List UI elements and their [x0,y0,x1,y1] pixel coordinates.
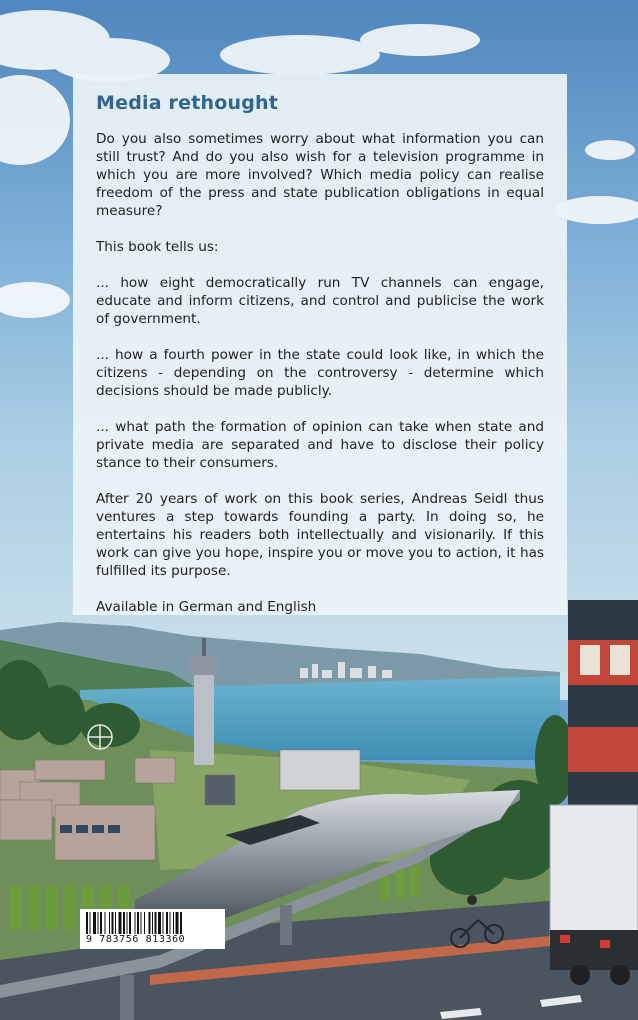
barcode-bar [141,912,142,934]
barcode-bar [173,912,174,934]
barcode-bar [180,912,182,934]
barcode-bar [166,912,168,934]
barcode-bar [100,912,102,934]
barcode-bar [86,912,88,934]
barcode-bar [93,912,96,934]
barcode-bar [137,912,139,934]
barcode-bar [90,912,91,934]
barcode-bar [163,912,164,934]
barcode-bar [119,912,122,934]
isbn-barcode [80,909,225,949]
point-paragraph: ... what path the formation of opinion can take when state and private media are separated and have to disclose their policy stance to their consumers. [96,419,544,471]
truck [550,805,638,985]
point-paragraph: ... how eight democratically run TV channels can engage, educate and inform citizens, and control and publicise the work of government. [96,275,544,327]
book-title: Media rethought [96,92,278,114]
back-cover-text-panel [73,74,567,615]
barcode-bar [152,912,153,934]
author-paragraph: After 20 years of work on this book series, Andreas Seidl thus ventures a step towards founding a party. In doing so, he entertains his readers both intellectually and visionarily. If this work can give you hope, inspire you or move you to action, it has fulfilled its purpose. [96,491,544,579]
lead-in-paragraph: This book tells us: [96,239,219,255]
barcode-bar [158,912,161,934]
apartment-building [568,600,638,810]
barcode-bar [105,912,106,934]
barcode-bar [170,912,171,934]
ferris-wheel [88,725,112,749]
tower [190,638,218,765]
barcode-bar [144,912,145,934]
barcode-bar [129,912,131,934]
barcode-bar [98,912,99,934]
barcode-bars [86,912,219,934]
barcode-bar [115,912,116,934]
barcode-bar [112,912,114,934]
point-paragraph: ... how a fourth power in the state could look like, in which the citizens - depending on the controversy - determine which decisions should be made publicly. [96,347,544,399]
barcode-bar [149,912,151,934]
barcode-bar [123,912,125,934]
barcode-bar [155,912,157,934]
barcode-bar [109,912,110,934]
availability-note: Available in German and English [96,599,317,615]
barcode-bar [135,912,136,934]
barcode-bar [176,912,179,934]
intro-paragraph: Do you also sometimes worry about what information you can still trust? And do you also wish for a television programme in which you are more involved? Which media policy can realise freedom of the press and state publication obligations in equal measure? [96,131,544,219]
barcode-bar [127,912,128,934]
isbn-number: 9 783756 813360 [86,934,186,945]
